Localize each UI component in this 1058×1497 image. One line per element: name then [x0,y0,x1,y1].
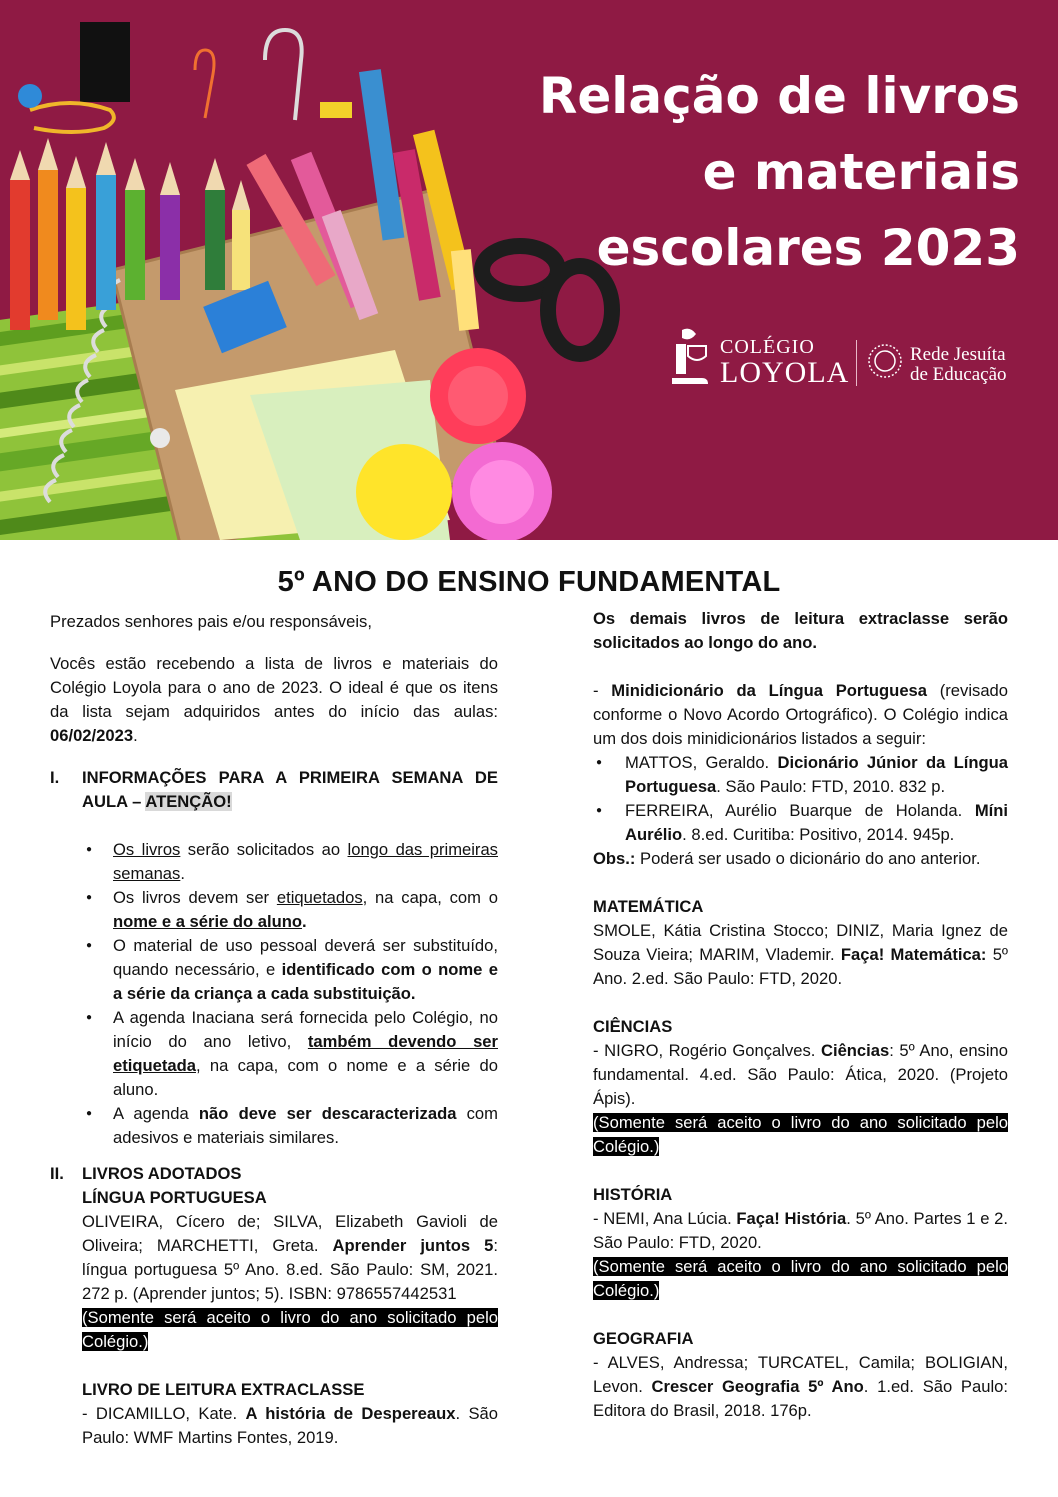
list-item [50,1006,498,1102]
book-text: - ALVES, Andressa; TURCATEL, Camila; BOLIGIAN, Levon. [593,1353,1008,1396]
list-text: não deve ser descaracterizada [198,1104,457,1123]
right-column [593,607,1008,1423]
dictionary-intro [593,679,1008,751]
list-text: A agenda Inaciana será fornecida pelo Colégio, no início do ano letivo, [113,1008,498,1051]
section-number: II. [50,1164,64,1183]
book-text: . 1.ed. São Paulo: Editora do Brasil, 2018. 176p. [593,1377,1008,1420]
book-title: A história de Despereaux [245,1404,456,1423]
subject-title: LIVRO DE LEITURA EXTRACLASSE [82,1380,365,1399]
dict-text: (revisado conforme o Novo Acordo Ortográfico). O Colégio indica um dos dois minidicionários listados a seguir: [593,681,1009,748]
obs-text: Poderá ser usado o dicionário do ano anterior. [635,849,981,868]
intro-paragraph [50,652,498,748]
list-item [50,886,498,934]
note-highlight: (Somente será aceito o livro do ano solicitado pelo Colégio.) [593,1113,1008,1156]
pushpin-blue [18,84,42,108]
book-entry [593,1351,1008,1423]
list-text: Os livros [113,840,181,859]
subject-title: CIÊNCIAS [593,1017,673,1036]
book-text: OLIVEIRA, Cícero de; SILVA, Elizabeth Gavioli de Oliveira; MARCHETTI, Greta. [82,1212,498,1255]
list-item [50,934,498,1006]
extra-note-text: Os demais livros de leitura extraclasse serão solicitados ao longo do ano. [593,609,1008,652]
dict-text: MATTOS, Geraldo. [625,753,778,772]
dict-text: . 8.ed. Curitiba: Positivo, 2014. 945p. [682,825,955,844]
logo-divider [856,340,857,386]
list-text: serão solicitados ao [180,840,348,859]
book-title: Faça! História [736,1209,847,1228]
paperclip-silver [265,30,302,120]
book-text: : 5º Ano, ensino fundamental. 4.ed. São Paulo: Ática, 2020. (Projeto Ápis). [593,1041,1008,1108]
sun-seal-icon [866,342,904,380]
section-title-text: INFORMAÇÕES PARA A PRIMEIRA SEMANA DE AULA – [82,768,498,811]
dict-text: - [593,681,612,700]
dict-title: Dicionário Júnior da Língua Portuguesa [625,753,1008,796]
extra-note [593,607,1008,655]
subject-title: HISTÓRIA [593,1185,673,1204]
obs-note [593,847,1008,871]
list-item [50,838,498,886]
subject-title: GEOGRAFIA [593,1329,694,1348]
section-title: LIVROS ADOTADOS [82,1164,242,1183]
book-note [593,1111,1008,1159]
obs-label: Obs.: [593,849,636,868]
header-banner [0,0,1058,540]
book-entry [593,919,1008,991]
info-list [50,838,498,1150]
banner-title-line: Relação de livros [538,67,1020,125]
book-text: : língua portuguesa 5º Ano. 8.ed. São Paulo: SM, 2021. 272 p. (Aprender juntos; 5). ISBN: 9786557442531 [82,1236,498,1303]
left-column [50,610,498,1450]
list-text: , na capa, com o [362,888,498,907]
intro-text: Vocês estão recebendo a lista de livros e materiais do Colégio Loyola para o ano de 2023. O ideal é que os itens da lista sejam adquiridos antes do início das aulas: [50,654,498,721]
book-text: SMOLE, Kátia Cristina Stocco; DINIZ, Maria Ignez de Souza Vieira; MARIM, Vlademir. [593,921,1008,964]
book-note [593,1255,1008,1303]
book-note [82,1306,498,1354]
section-title [82,766,498,814]
list-text: A agenda [113,1104,199,1123]
logo-loyola-text: LOYOLA [720,356,850,389]
pushpin-yellow [320,102,352,118]
list-text: nome e a série do aluno [113,912,303,931]
loyola-emblem-icon [668,326,714,388]
dict-title: Minidicionário da Língua Portuguesa [611,681,928,700]
school-logo [668,326,1028,390]
book-entry [593,1207,1008,1255]
book-entry [82,1402,498,1450]
list-text: . [180,864,185,883]
pushpin-white [150,428,170,448]
section-info [50,766,498,814]
list-text: . [302,912,307,931]
intro-period: . [133,726,138,745]
logo-colegio-text: COLÉGIO [720,336,815,358]
banner-title-line: e materiais [702,143,1020,201]
start-date: 06/02/2023 [50,726,134,745]
banner-title [500,58,1020,286]
logo-rede-text: Rede Jesuíta [910,344,1006,365]
book-text: . 5º Ano. Partes 1 e 2. São Paulo: FTD, 2020. [593,1209,1008,1252]
dict-text: . São Paulo: FTD, 2010. 832 p. [716,777,946,796]
book-entry [82,1210,498,1306]
list-text: também devendo ser etiquetada [113,1032,498,1075]
list-text: longo das primeiras semanas [113,840,498,883]
book-text: . São Paulo: WMF Martins Fontes, 2019. [82,1404,499,1447]
list-text: com adesivos e materiais similares. [113,1104,498,1147]
book-title: Crescer Geografia 5º Ano [651,1377,864,1396]
subject-title: LÍNGUA PORTUGUESA [82,1188,267,1207]
note-highlight: (Somente será aceito o livro do ano solicitado pelo Colégio.) [593,1257,1008,1300]
subject-title: MATEMÁTICA [593,897,704,916]
list-text: O material de uso pessoal deverá ser substituído, quando necessário, e [113,936,498,979]
section-number: I. [50,768,60,787]
list-item [593,751,1008,799]
book-text: 5º Ano. 2.ed. São Paulo: FTD, 2020. [593,945,1008,988]
list-text: , na capa, com o nome e a série do aluno. [113,1056,498,1099]
book-title: Ciências [820,1041,890,1060]
book-text: - DICAMILLO, Kate. [82,1404,246,1423]
book-title: Aprender juntos 5 [332,1236,494,1255]
book-text: - NIGRO, Rogério Gonçalves. [593,1041,821,1060]
section-body [82,1162,498,1450]
note-highlight: (Somente será aceito o livro do ano solicitado pelo Colégio.) [82,1308,498,1351]
logo-rede-text: de Educação [910,364,1007,385]
dictionary-list [593,751,1008,847]
paint-jar-yellow [356,444,452,540]
list-text: etiquetados [276,888,363,907]
banner-title-line: escolares 2023 [596,219,1020,277]
dict-title: Míni Aurélio [625,801,1008,844]
attention-highlight: ATENÇÃO! [145,792,232,811]
book-title: Faça! Matemática: [840,945,987,964]
paperclip [30,103,114,132]
list-text: identificado com o nome e a série da criança a cada substituição. [113,960,498,1003]
binder-clip [80,22,130,102]
dict-text: FERREIRA, Aurélio Buarque de Holanda. [625,801,975,820]
book-entry [593,1039,1008,1111]
list-text: Os livros devem ser [113,888,277,907]
page-title: 5º ANO DO ENSINO FUNDAMENTAL [277,566,781,598]
section-books [50,1162,498,1450]
list-item [593,799,1008,847]
greeting: Prezados senhores pais e/ou responsáveis, [50,612,372,631]
book-text: - NEMI, Ana Lúcia. [593,1209,737,1228]
list-item [50,1102,498,1150]
